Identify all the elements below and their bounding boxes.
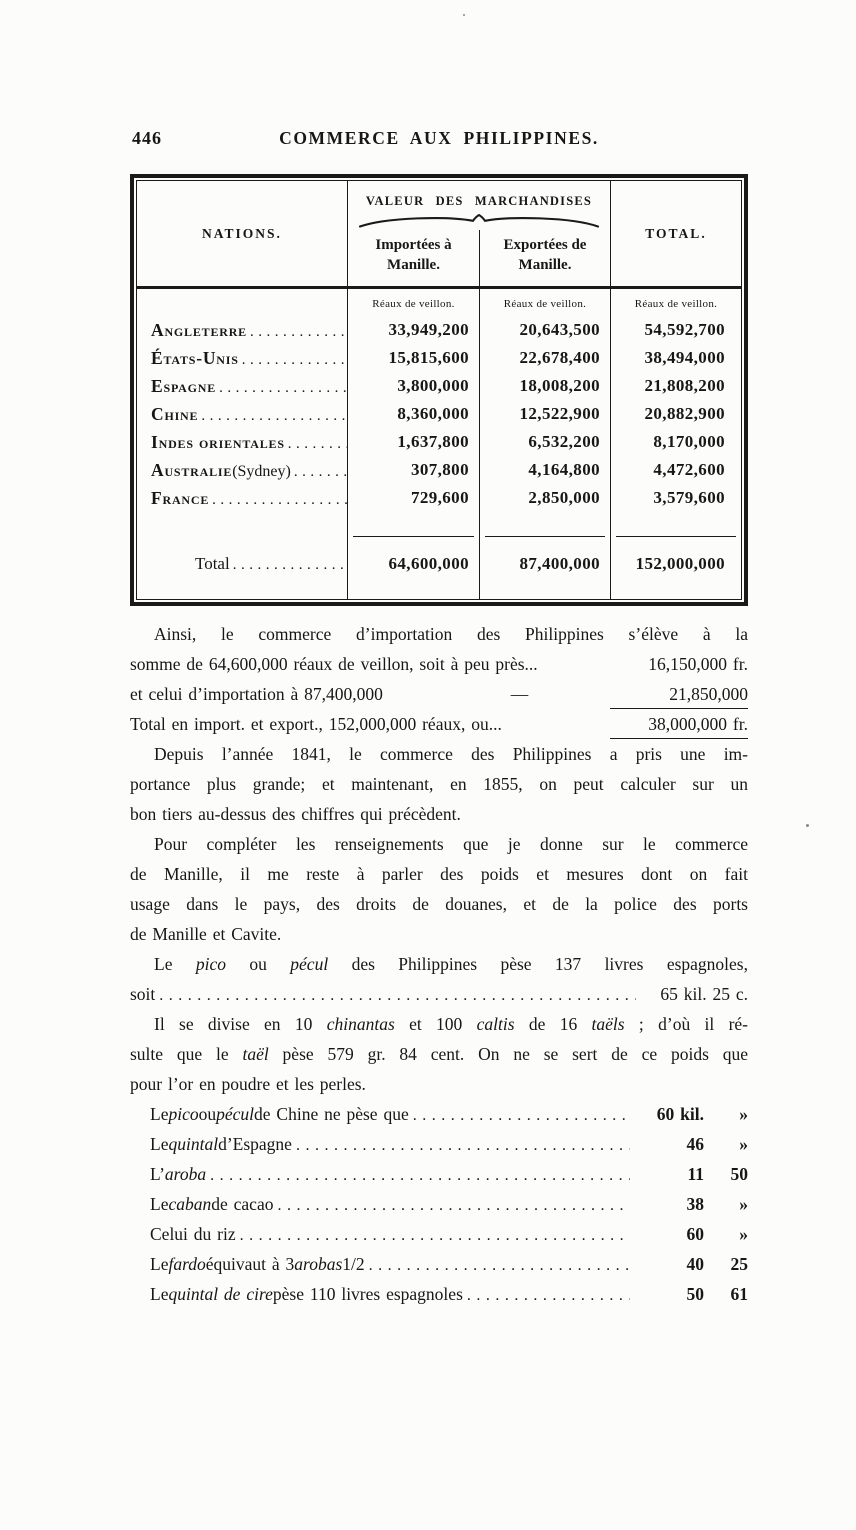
unit-label: Réaux de veillon. xyxy=(372,298,455,310)
page-number: 446 xyxy=(132,128,162,148)
nation-name: Angleterre xyxy=(151,320,247,340)
dot-leader xyxy=(292,1131,630,1159)
dot-leader xyxy=(209,486,347,512)
header-total xyxy=(610,181,741,286)
value-cent: » xyxy=(739,1134,748,1154)
cell-exports: 4,164,800 xyxy=(528,460,600,479)
value-kilos: 46 xyxy=(686,1134,704,1154)
paragraph-line: de Manille, il me reste à parler des poids et mesures dont on fait xyxy=(130,864,748,884)
total-zone xyxy=(611,512,741,599)
value-kilos: 11 xyxy=(687,1164,704,1184)
table-row xyxy=(151,372,347,400)
total-zone xyxy=(480,512,610,599)
dot-leader xyxy=(239,346,347,372)
value-francs-import: 16,150,000 fr. xyxy=(648,654,748,674)
cell-exports: 6,532,200 xyxy=(528,432,600,451)
value-kilos: 60 kil. xyxy=(656,1104,704,1124)
paragraph-line: somme de 64,600,000 réaux de veillon, soit à peu près... 16,150,000 fr. xyxy=(130,649,748,679)
dot-leader xyxy=(463,1281,630,1309)
sum-rule xyxy=(616,536,736,537)
paragraph-line: sulte que le taël pèse 579 gr. 84 cent. On ne se sert de ce poids que xyxy=(130,1044,748,1064)
leader-line: soit ..... 65 kil. 25 c. xyxy=(130,979,748,1009)
ditto-dash: — xyxy=(510,684,529,704)
dot-leader xyxy=(273,1191,630,1219)
list-item: Le fardo équivaut à 3 arobas 1/2 ..... 40 25 xyxy=(130,1249,748,1279)
dot-leader xyxy=(365,1251,630,1279)
nation-name: Espagne xyxy=(151,376,217,396)
cell-total: 8,170,000 xyxy=(653,432,725,451)
list-item: L’ aroba ..... 11 50 xyxy=(130,1159,748,1189)
cell-total: 3,579,600 xyxy=(653,488,725,507)
dot-leader xyxy=(198,402,347,428)
cell-exports: 20,643,500 xyxy=(519,320,600,339)
cell-total: 20,882,900 xyxy=(644,404,725,423)
total-row-label: Total ..... xyxy=(151,550,347,578)
dot-leader xyxy=(409,1101,630,1129)
nation-name: France xyxy=(151,488,210,508)
paragraph-line: de Manille et Cavite. xyxy=(130,924,282,944)
cell-total: 54,592,700 xyxy=(644,320,725,339)
body-text xyxy=(130,619,748,1309)
running-head xyxy=(130,128,748,158)
value-cent: 50 xyxy=(730,1164,748,1184)
paragraph-line: Ainsi, le commerce d’importation des Philippines s’élève à la xyxy=(154,624,748,644)
value-francs-export: 21,850,000 xyxy=(610,681,748,709)
table-row: Australie (Sydney) ..... xyxy=(151,456,347,484)
dot-leader xyxy=(230,551,345,578)
value-kilos: 65 kil. 25 c. xyxy=(660,984,748,1004)
total-zone xyxy=(348,512,479,599)
total-zone xyxy=(151,512,347,599)
cell-imports: 8,360,000 xyxy=(397,404,469,423)
list-item: Le pico ou pécul de Chine ne pèse que ..... 60 kil. » xyxy=(130,1099,748,1129)
dot-leader xyxy=(247,318,347,344)
header-valeur-group xyxy=(348,181,610,286)
value-kilos: 40 xyxy=(686,1254,704,1274)
column-imports xyxy=(347,289,479,599)
nation-name: Chine xyxy=(151,404,199,424)
cell-total: 21,808,200 xyxy=(644,376,725,395)
paragraph-line: portance plus grande; et maintenant, en 1855, on peut calculer sur un xyxy=(130,774,748,794)
cell-exports: 12,522,900 xyxy=(519,404,600,423)
header-total-label: TOTAL. xyxy=(645,225,707,241)
cell-exports: 2,850,000 xyxy=(528,488,600,507)
cell-imports: 1,637,800 xyxy=(397,432,469,451)
table-body xyxy=(137,289,741,599)
unit-label: Réaux de veillon. xyxy=(503,298,587,310)
scan-speck xyxy=(463,14,465,16)
total-exports: 87,400,000 xyxy=(519,554,600,573)
dot-leader xyxy=(216,374,347,400)
paragraph-line: Depuis l’année 1841, le commerce des Philippines a pris une im- xyxy=(154,744,748,764)
dot-leader xyxy=(291,458,347,484)
cell-imports: 15,815,600 xyxy=(388,348,469,367)
value-cent: » xyxy=(739,1104,748,1124)
paragraph-line: Il se divise en 10 chinantas et 100 caltis de 16 taëls ; d’où il ré- xyxy=(154,1014,748,1034)
value-cent: 25 xyxy=(730,1254,748,1274)
paragraph-line: Total en import. et export., 152,000,000 réaux, ou... 38,000,000 fr. xyxy=(130,709,748,739)
paragraph-line: usage dans le pays, des droits de douanes, et de la police des ports xyxy=(130,894,748,914)
cell-imports: 33,949,200 xyxy=(388,320,469,339)
column-nations xyxy=(137,289,347,599)
table-row xyxy=(151,400,347,428)
cell-total: 4,472,600 xyxy=(653,460,725,479)
nation-name: États-Unis xyxy=(151,348,239,368)
cell-imports: 307,800 xyxy=(410,460,469,479)
dot-leader xyxy=(236,1221,630,1249)
dot-leader xyxy=(155,981,636,1009)
paragraph-line: pour l’or en poudre et les perles. xyxy=(130,1074,366,1094)
dot-leader xyxy=(285,430,347,456)
value-kilos: 38 xyxy=(686,1194,704,1214)
paragraph-line: bon tiers au-dessus des chiffres qui précèdent. xyxy=(130,804,461,824)
value-francs-total: 38,000,000 fr. xyxy=(610,711,748,739)
cell-exports: 22,678,400 xyxy=(519,348,600,367)
value-cent: » xyxy=(739,1194,748,1214)
table-header xyxy=(137,181,741,289)
unit-spacer xyxy=(151,289,347,316)
total-grand: 152,000,000 xyxy=(635,554,725,573)
nation-name: Australie xyxy=(151,460,233,480)
table-row xyxy=(151,344,347,372)
unit-label: Réaux de veillon. xyxy=(634,298,718,310)
cell-total: 38,494,000 xyxy=(644,348,725,367)
trade-statistics-table xyxy=(130,174,748,606)
value-kilos: 50 xyxy=(686,1284,704,1304)
brace-icon xyxy=(357,214,601,228)
value-kilos: 60 xyxy=(686,1224,704,1244)
table-inner-frame xyxy=(136,180,742,600)
paragraph-line: Pour compléter les renseignements que je donne sur le commerce xyxy=(154,834,748,854)
header-imports: Importées à Manille. xyxy=(348,230,480,286)
paragraph-line: Le pico ou pécul des Philippines pèse 137 livres espagnoles, xyxy=(154,954,748,974)
cell-exports: 18,008,200 xyxy=(519,376,600,395)
dot-leader xyxy=(206,1161,630,1189)
header-exports: Exportées de Manille. xyxy=(503,237,587,273)
nation-name: Indes orientales xyxy=(151,432,285,452)
table-row xyxy=(151,428,347,456)
cell-imports: 3,800,000 xyxy=(397,376,469,395)
paragraph-line: et celui d’importation à 87,400,000 — 21,850,000 xyxy=(130,679,748,709)
list-item: Celui du riz ..... 60 » xyxy=(130,1219,748,1249)
list-item: Le quintal de cire pèse 110 livres espagnoles ..... 50 61 xyxy=(130,1279,748,1309)
scan-speck xyxy=(806,824,809,827)
running-title: COMMERCE AUX PHILIPPINES. xyxy=(279,128,599,148)
sum-rule xyxy=(485,536,605,537)
list-item: Le quintal d’Espagne ..... 46 » xyxy=(130,1129,748,1159)
table-row xyxy=(151,316,347,344)
cell-imports: 729,600 xyxy=(410,488,469,507)
value-cent: » xyxy=(739,1224,748,1244)
table-row xyxy=(151,484,347,512)
list-item: Le caban de cacao ..... 38 » xyxy=(130,1189,748,1219)
header-nations-label: NATIONS. xyxy=(202,225,282,241)
sum-rule xyxy=(353,536,474,537)
column-total xyxy=(610,289,741,599)
header-nations xyxy=(137,181,348,286)
value-cent: 61 xyxy=(730,1284,748,1304)
header-subcolumns xyxy=(348,230,610,286)
page-content xyxy=(130,128,748,1309)
header-valeur-title: VALEUR DES MARCHANDISES xyxy=(365,194,593,208)
column-exports xyxy=(479,289,610,599)
total-imports: 64,600,000 xyxy=(388,554,469,573)
